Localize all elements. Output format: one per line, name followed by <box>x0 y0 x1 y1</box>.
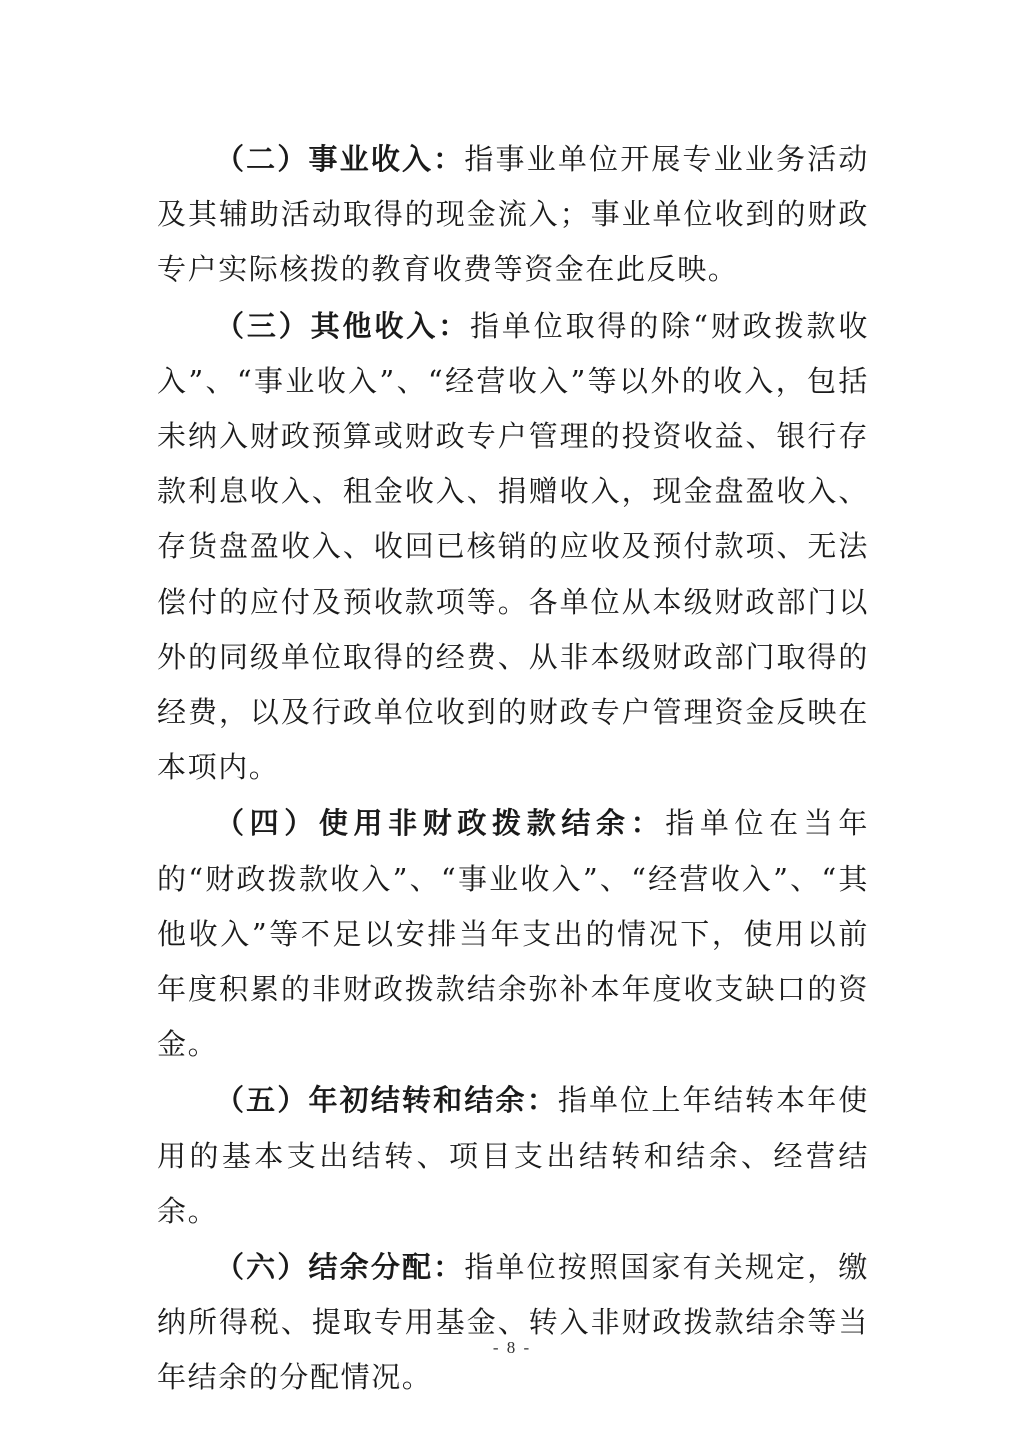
paragraph-balance-distribution <box>157 1240 869 1406</box>
paragraph-text: 指单位上年结转本年使用的基本支出结转、项目支出结转和结余、经营结余。 <box>157 1083 869 1228</box>
paragraph-text: 指单位按照国家有关规定，缴纳所得税、提取专用基金、转入非财政拨款结余等当年结余的分配情况。 <box>157 1250 869 1395</box>
paragraph-non-fiscal-balance <box>157 796 869 1072</box>
paragraph-heading: （三）其他收入： <box>215 308 471 343</box>
paragraph-text: 指单位在当年的“财政拨款收入”、“事业收入”、“经营收入”、“其他收入”等不足以安排当年支出的情况下，使用以前年度积累的非财政拨款结余弥补本年度收支缺口的资金。 <box>157 806 869 1062</box>
paragraph-text: 指事业单位开展专业业务活动及其辅助活动取得的现金流入；事业单位收到的财政专户实际核拨的教育收费等资金在此反映。 <box>157 142 869 287</box>
paragraph-heading: （二）事业收入： <box>215 142 465 176</box>
document-body <box>157 132 869 1406</box>
paragraph-heading: （四）使用非财政拨款结余： <box>215 806 666 841</box>
paragraph-heading: （五）年初结转和结余： <box>215 1083 558 1118</box>
page-number: - 8 - <box>492 1338 532 1357</box>
paragraph-business-income <box>157 132 869 298</box>
paragraph-heading: （六）结余分配： <box>215 1250 465 1285</box>
paragraph-other-income <box>157 299 869 796</box>
paragraph-opening-balance <box>157 1073 869 1239</box>
paragraph-text: 指单位取得的除“财政拨款收入”、“事业收入”、“经营收入”等以外的收入，包括未纳入财政预算或财政专户管理的投资收益、银行存款利息收入、租金收入、捐赠收入，现金盘盈收入、存货盘盈收入、收回已核销的应收及预付款项、无法偿付的应付及预收款项等。各单位从本级财政部门以外的同级单位取得的经费、从非本级财政部门取得的经费，以及行政单位收到的财政专户管理资金反映在本项内。 <box>157 308 869 785</box>
